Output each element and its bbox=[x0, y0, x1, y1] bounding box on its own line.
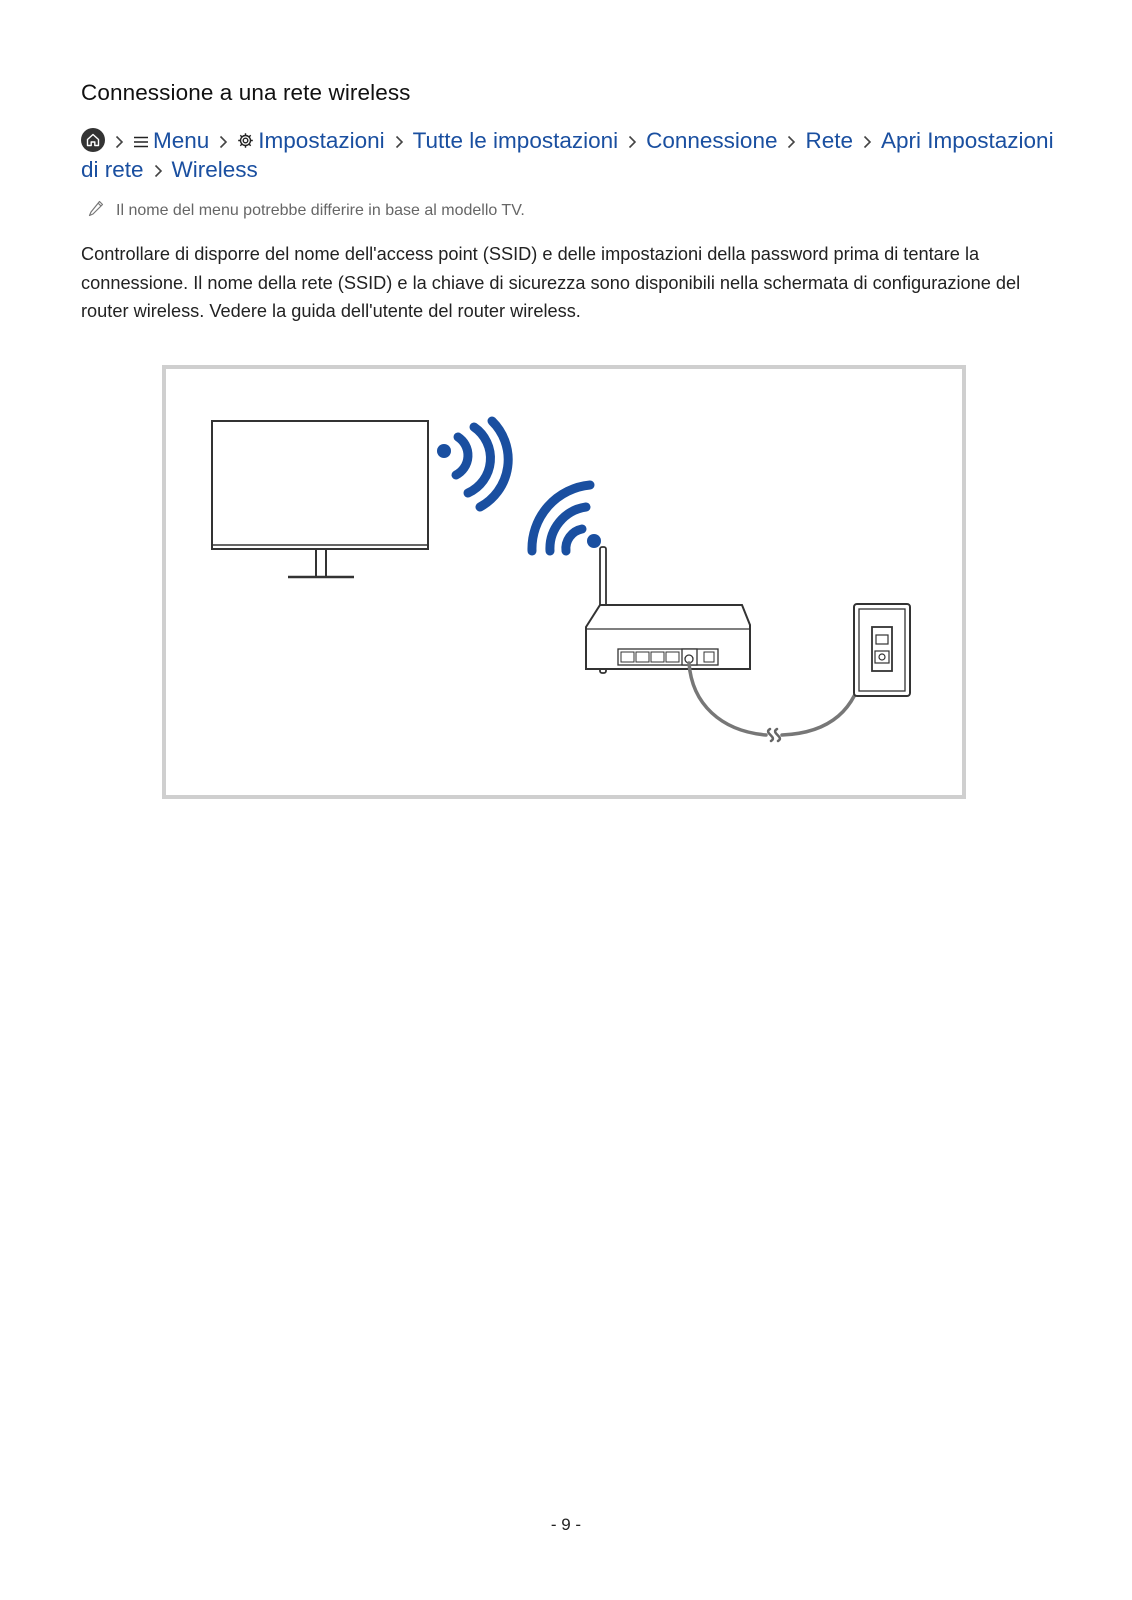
section-heading: Connessione a una rete wireless bbox=[81, 80, 411, 105]
chevron-right-icon bbox=[787, 135, 796, 149]
path-item-rete: Rete bbox=[805, 128, 853, 153]
menu-path bbox=[81, 126, 1061, 184]
tv-icon bbox=[212, 421, 428, 577]
chevron-right-icon bbox=[395, 135, 404, 149]
chevron-right-icon bbox=[154, 164, 163, 178]
wifi-signal-icon bbox=[532, 485, 601, 551]
page-number: - 9 - bbox=[550, 1515, 582, 1534]
path-item-connessione: Connessione bbox=[646, 128, 778, 153]
chevron-right-icon bbox=[115, 135, 124, 149]
note-text: Il nome del menu potrebbe differire in base al modello TV. bbox=[116, 202, 525, 219]
pencil-icon bbox=[88, 200, 104, 218]
menu-icon bbox=[133, 135, 149, 149]
chevron-right-icon bbox=[628, 135, 637, 149]
settings-gear-icon bbox=[237, 132, 254, 149]
path-item-tutte-le-impostazioni: Tutte le impostazioni bbox=[412, 128, 619, 153]
chevron-right-icon bbox=[219, 135, 228, 149]
note bbox=[88, 200, 525, 220]
wall-jack-icon bbox=[854, 604, 910, 696]
cable-icon bbox=[689, 663, 864, 741]
wireless-connection-illustration bbox=[162, 365, 966, 799]
router-icon bbox=[586, 547, 750, 673]
wifi-signal-icon bbox=[437, 421, 508, 507]
path-item-wireless: Wireless bbox=[171, 157, 258, 182]
path-item-menu: Menu bbox=[153, 128, 210, 153]
path-item-apri-impostazioni-di-rete: Apri Impostazioni di rete bbox=[81, 128, 1054, 182]
body-paragraph: Controllare di disporre del nome dell'access point (SSID) e delle impostazioni della password prima di tentare la connessione. Il nome della rete (SSID) e la chiave di sicurezza sono disponibili nella schermata di configurazione del router wireless. Vedere la guida dell'utente del router wireless. bbox=[81, 244, 1021, 321]
path-item-impostazioni: Impostazioni bbox=[258, 128, 385, 153]
home-icon bbox=[81, 128, 105, 152]
chevron-right-icon bbox=[863, 135, 872, 149]
